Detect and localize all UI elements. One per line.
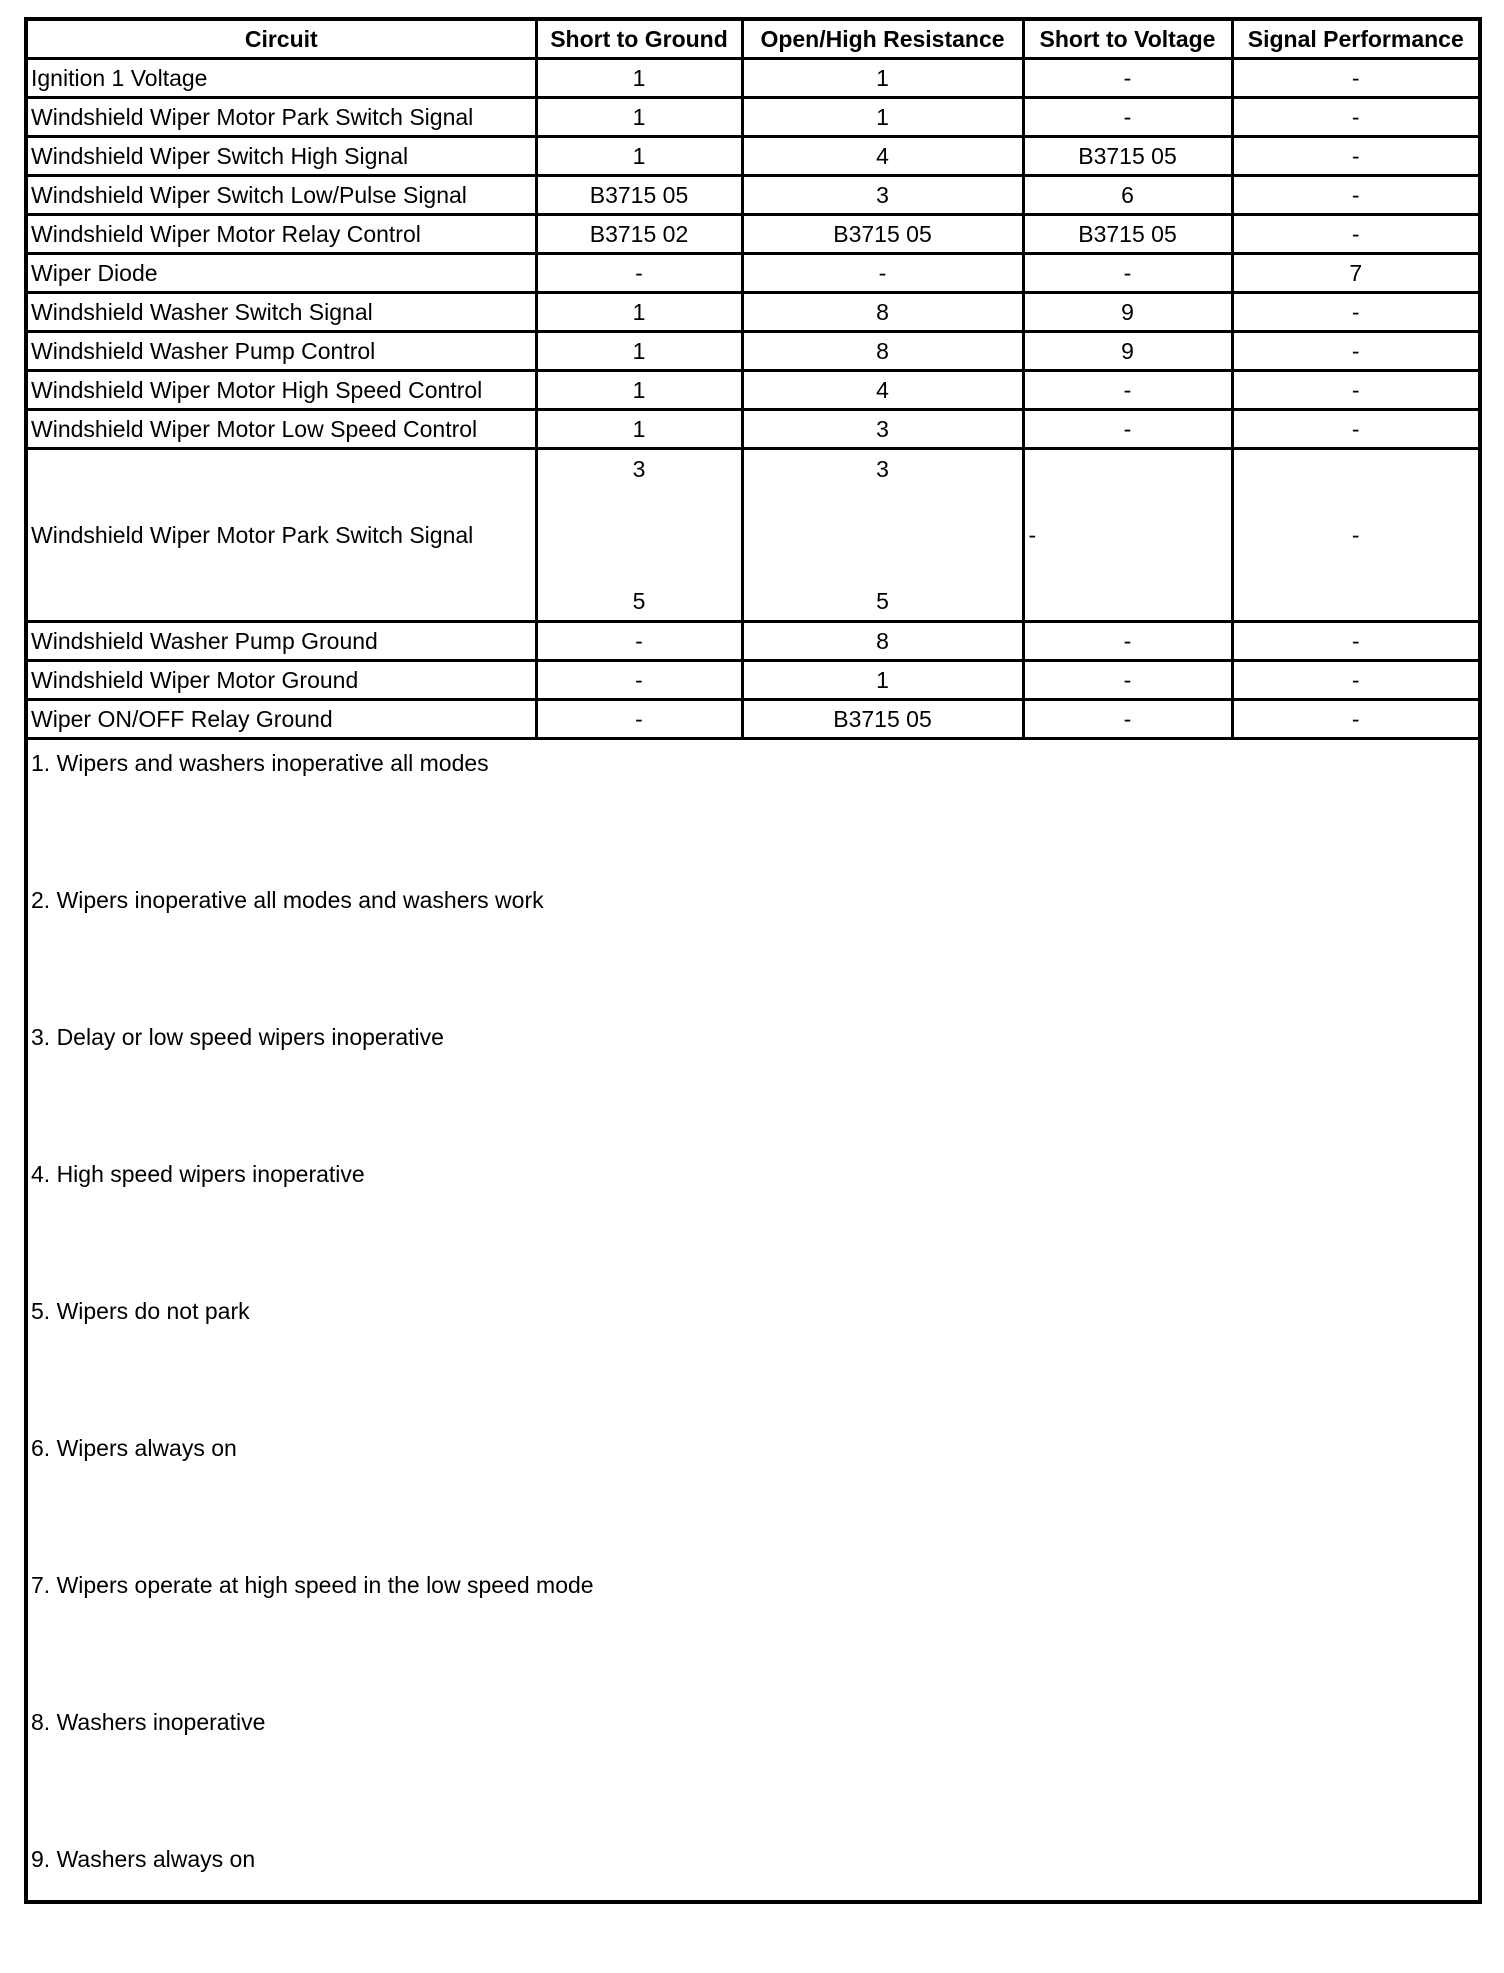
signal-performance-cell: - — [1232, 137, 1478, 176]
fault-table-sheet — [24, 17, 1482, 1904]
circuit-cell: Windshield Wiper Motor Ground — [28, 661, 536, 700]
signal-performance-cell: 7 — [1232, 254, 1478, 293]
short-to-voltage-cell: - — [1023, 661, 1232, 700]
short-to-voltage-cell: - — [1023, 371, 1232, 410]
open-high-resistance-cell: 8 — [742, 332, 1023, 371]
stacked-value-bottom: 5 — [876, 588, 889, 614]
open-high-resistance-cell: 1 — [742, 59, 1023, 98]
note-item: 4. High speed wipers inoperative — [31, 1161, 365, 1187]
open-high-resistance-cell: 8 — [742, 293, 1023, 332]
short-to-ground-cell: - — [536, 254, 742, 293]
open-high-resistance-cell: 3 — [742, 410, 1023, 449]
short-to-voltage-cell: 6 — [1023, 176, 1232, 215]
circuit-cell: Windshield Wiper Motor Relay Control — [28, 215, 536, 254]
stacked-value-top: 3 — [632, 456, 646, 482]
short-to-ground-cell: 1 — [536, 137, 742, 176]
signal-performance-cell: - — [1232, 410, 1478, 449]
open-high-resistance-cell: 4 — [742, 371, 1023, 410]
table-row — [28, 293, 1478, 332]
table-row-tall — [28, 449, 1478, 622]
signal-performance-cell: - — [1232, 622, 1478, 661]
table-row — [28, 410, 1478, 449]
signal-performance-cell: - — [1232, 215, 1478, 254]
short-to-voltage-cell: - — [1023, 622, 1232, 661]
table-row — [28, 215, 1478, 254]
circuit-cell: Windshield Wiper Switch High Signal — [28, 137, 536, 176]
note-item: 5. Wipers do not park — [31, 1298, 250, 1324]
stacked-value-bottom: 5 — [632, 588, 646, 614]
short-to-voltage-cell: 9 — [1023, 332, 1232, 371]
short-to-ground-cell: 1 — [536, 98, 742, 137]
header-row — [28, 21, 1478, 59]
short-to-ground-cell: 1 — [536, 59, 742, 98]
note-item: 8. Washers inoperative — [31, 1709, 266, 1735]
short-to-voltage-cell: - — [1023, 449, 1232, 622]
open-high-resistance-cell — [742, 449, 1023, 622]
table-row — [28, 622, 1478, 661]
circuit-cell: Windshield Washer Switch Signal — [28, 293, 536, 332]
short-to-voltage-cell: B3715 05 — [1023, 137, 1232, 176]
header-signal-performance: Signal Performance — [1232, 21, 1478, 59]
symptom-notes — [28, 740, 1478, 1973]
circuit-fault-table — [28, 21, 1478, 740]
signal-performance-cell: - — [1232, 59, 1478, 98]
signal-performance-cell: - — [1232, 332, 1478, 371]
circuit-cell: Windshield Washer Pump Ground — [28, 622, 536, 661]
short-to-ground-cell: 1 — [536, 410, 742, 449]
table-row — [28, 371, 1478, 410]
note-item: 6. Wipers always on — [31, 1435, 237, 1461]
short-to-voltage-cell: 9 — [1023, 293, 1232, 332]
table-row — [28, 59, 1478, 98]
stacked-value-top: 3 — [876, 456, 889, 482]
short-to-ground-cell — [536, 449, 742, 622]
table-row — [28, 661, 1478, 700]
signal-performance-cell: - — [1232, 371, 1478, 410]
open-high-resistance-cell: 1 — [742, 98, 1023, 137]
short-to-voltage-cell: B3715 05 — [1023, 215, 1232, 254]
open-high-resistance-cell: 4 — [742, 137, 1023, 176]
short-to-voltage-cell: - — [1023, 254, 1232, 293]
circuit-cell: Windshield Wiper Motor Park Switch Signal — [28, 449, 536, 622]
table-row — [28, 700, 1478, 739]
short-to-ground-cell: - — [536, 700, 742, 739]
signal-performance-cell: - — [1232, 700, 1478, 739]
open-high-resistance-cell: 3 — [742, 176, 1023, 215]
short-to-voltage-cell: - — [1023, 700, 1232, 739]
header-open-high-resistance: Open/High Resistance — [742, 21, 1023, 59]
table-body — [28, 59, 1478, 739]
signal-performance-cell: - — [1232, 176, 1478, 215]
signal-performance-cell: - — [1232, 449, 1478, 622]
note-item: 9. Washers always on — [31, 1846, 256, 1872]
table-row — [28, 176, 1478, 215]
circuit-cell: Windshield Wiper Motor High Speed Control — [28, 371, 536, 410]
circuit-cell: Wiper Diode — [28, 254, 536, 293]
header-short-to-ground: Short to Ground — [536, 21, 742, 59]
table-row — [28, 332, 1478, 371]
table-row — [28, 98, 1478, 137]
note-item: 2. Wipers inoperative all modes and washers work — [31, 887, 544, 913]
note-item: 1. Wipers and washers inoperative all modes — [31, 750, 489, 776]
signal-performance-cell: - — [1232, 293, 1478, 332]
short-to-voltage-cell: - — [1023, 98, 1232, 137]
table-row — [28, 254, 1478, 293]
short-to-ground-cell: 1 — [536, 293, 742, 332]
signal-performance-cell: - — [1232, 661, 1478, 700]
circuit-cell: Windshield Wiper Motor Low Speed Control — [28, 410, 536, 449]
circuit-cell: Wiper ON/OFF Relay Ground — [28, 700, 536, 739]
open-high-resistance-cell: 1 — [742, 661, 1023, 700]
circuit-cell: Windshield Wiper Motor Park Switch Signal — [28, 98, 536, 137]
signal-performance-cell: - — [1232, 98, 1478, 137]
short-to-ground-cell: - — [536, 622, 742, 661]
short-to-ground-cell: 1 — [536, 332, 742, 371]
open-high-resistance-cell: 8 — [742, 622, 1023, 661]
short-to-ground-cell: B3715 02 — [536, 215, 742, 254]
short-to-ground-cell: - — [536, 661, 742, 700]
short-to-voltage-cell: - — [1023, 59, 1232, 98]
short-to-ground-cell: 1 — [536, 371, 742, 410]
circuit-cell: Windshield Wiper Switch Low/Pulse Signal — [28, 176, 536, 215]
circuit-cell: Windshield Washer Pump Control — [28, 332, 536, 371]
note-item: 3. Delay or low speed wipers inoperative — [31, 1024, 444, 1050]
open-high-resistance-cell: - — [742, 254, 1023, 293]
open-high-resistance-cell: B3715 05 — [742, 700, 1023, 739]
short-to-voltage-cell: - — [1023, 410, 1232, 449]
short-to-ground-cell: B3715 05 — [536, 176, 742, 215]
table-row — [28, 137, 1478, 176]
open-high-resistance-cell: B3715 05 — [742, 215, 1023, 254]
header-circuit: Circuit — [28, 21, 536, 59]
header-short-to-voltage: Short to Voltage — [1023, 21, 1232, 59]
circuit-cell: Ignition 1 Voltage — [28, 59, 536, 98]
note-item: 7. Wipers operate at high speed in the low speed mode — [31, 1572, 594, 1598]
